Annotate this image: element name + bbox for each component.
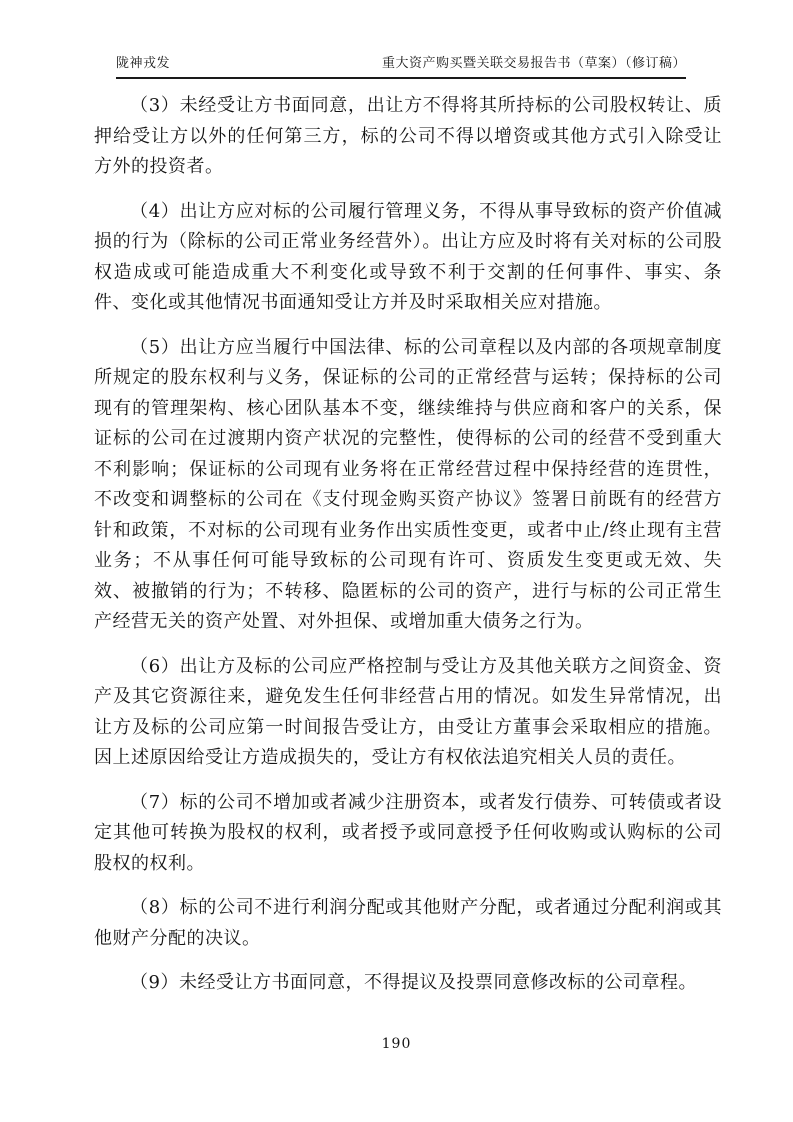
header-company-name: 陇神戎发 xyxy=(116,56,171,71)
page-header xyxy=(116,52,686,79)
paragraph: （4）出让方应对标的公司履行管理义务，不得从事导致标的资产价值减损的行为（除标的公司正常业务经营外）。出让方应及时将有关对标的公司股权造成或可能造成重大不利变化或导致不利于交割的任何事件、事实、条件、变化或其他情况书面通知受让方并及时采取相关应对措施。 xyxy=(94,200,722,313)
paragraph: （7）标的公司不增加或者减少注册资本，或者发行债券、可转债或者设定其他可转换为股权的权利，或者授予或同意授予任何收购或认购标的公司股权的权利。 xyxy=(94,791,722,874)
paragraph: （6）出让方及标的公司应严格控制与受让方及其他关联方之间资金、资产及其它资源往来，避免发生任何非经营占用的情况。如发生异常情况，出让方及标的公司应第一时间报告受让方，由受让方董事会采取相应的措施。因上述原因给受让方造成损失的，受让方有权依法追究相关人员的责任。 xyxy=(94,655,722,768)
page-footer xyxy=(0,1036,793,1052)
header-report-title: 重大资产购买暨关联交易报告书（草案）（修订稿） xyxy=(381,56,686,71)
paragraph: （9）未经受让方书面同意，不得提议及投票同意修改标的公司章程。 xyxy=(130,972,697,993)
paragraph: （8）标的公司不进行利润分配或其他财产分配，或者通过分配利润或其他财产分配的决议。 xyxy=(94,897,722,949)
document-body xyxy=(94,91,722,1013)
paragraph: （3）未经受让方书面同意，出让方不得将其所持标的公司股权转让、质押给受让方以外的任何第三方，标的公司不得以增资或其他方式引入除受让方外的投资者。 xyxy=(94,95,722,177)
page-number: 190 xyxy=(381,1036,412,1052)
paragraph: （5）出让方应当履行中国法律、标的公司章程以及内部的各项规章制度所规定的股东权利与义务，保证标的公司的正常经营与运转；保持标的公司现有的管理架构、核心团队基本不变，继续维持与供应商和客户的关系，保证标的公司在过渡期内资产状况的完整性，使得标的公司的经营不受到重大不利影响；保证标的公司现有业务将在正常经营过程中保持经营的连贯性，不改变和调整标的公司在《支付现金购买资产协议》签署日前既有的经营方针和政策，不对标的公司现有业务作出实质性变更，或者中止/终止现有主营业务；不从事任何可能导致标的公司现有许可、资质发生变更或无效、失效、被撤销的行为；不转移、隐匿标的公司的资产，进行与标的公司正常生产经营无关的资产处置、对外担保、或增加重大债务之行为。 xyxy=(94,336,722,632)
